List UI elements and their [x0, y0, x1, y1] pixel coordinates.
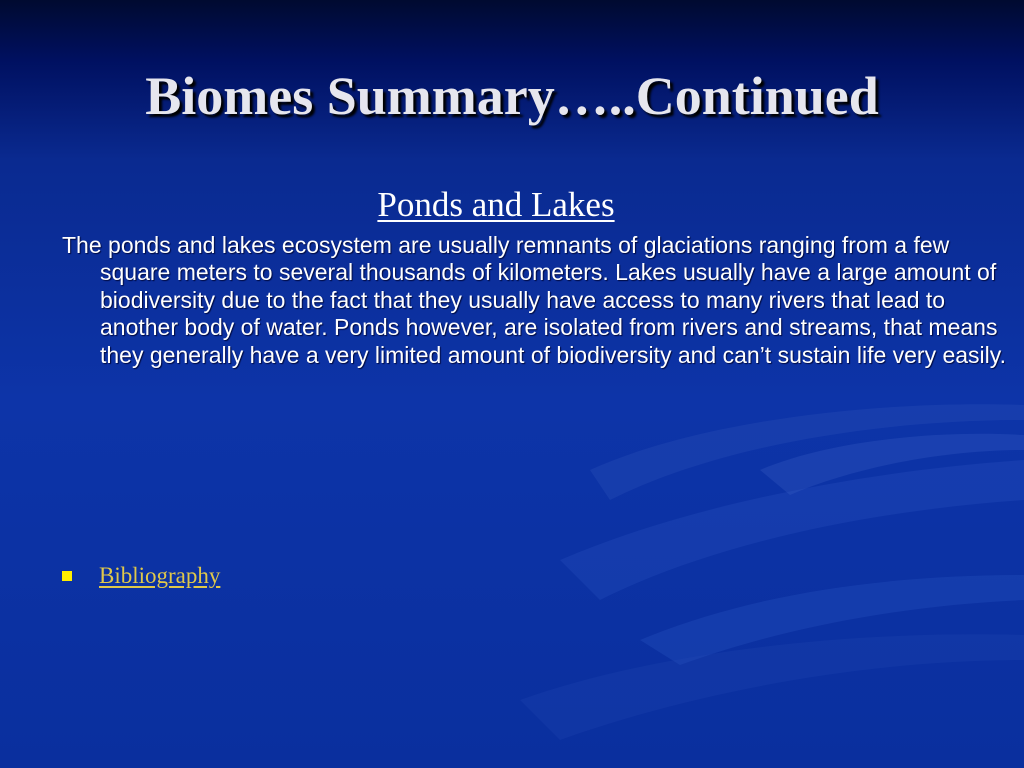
section-heading: Ponds and Lakes — [377, 185, 615, 224]
slide-title: Biomes Summary…..Continued — [145, 66, 879, 126]
bibliography-link[interactable]: Bibliography — [99, 563, 221, 588]
square-bullet-icon — [62, 571, 72, 581]
body-paragraph: The ponds and lakes ecosystem are usually remnants of glaciations ranging from a few square meters to several thousands of kilometers. Lakes usually have a large amount of biodiversity due to the fact that they usually have access to many rivers that lead to another body of water. Ponds however, are isolated from rivers and streams, that means they generally have a very limited amount of biodiversity and can’t sustain life very easily. — [62, 232, 1006, 368]
bullet-list-item — [62, 560, 220, 592]
